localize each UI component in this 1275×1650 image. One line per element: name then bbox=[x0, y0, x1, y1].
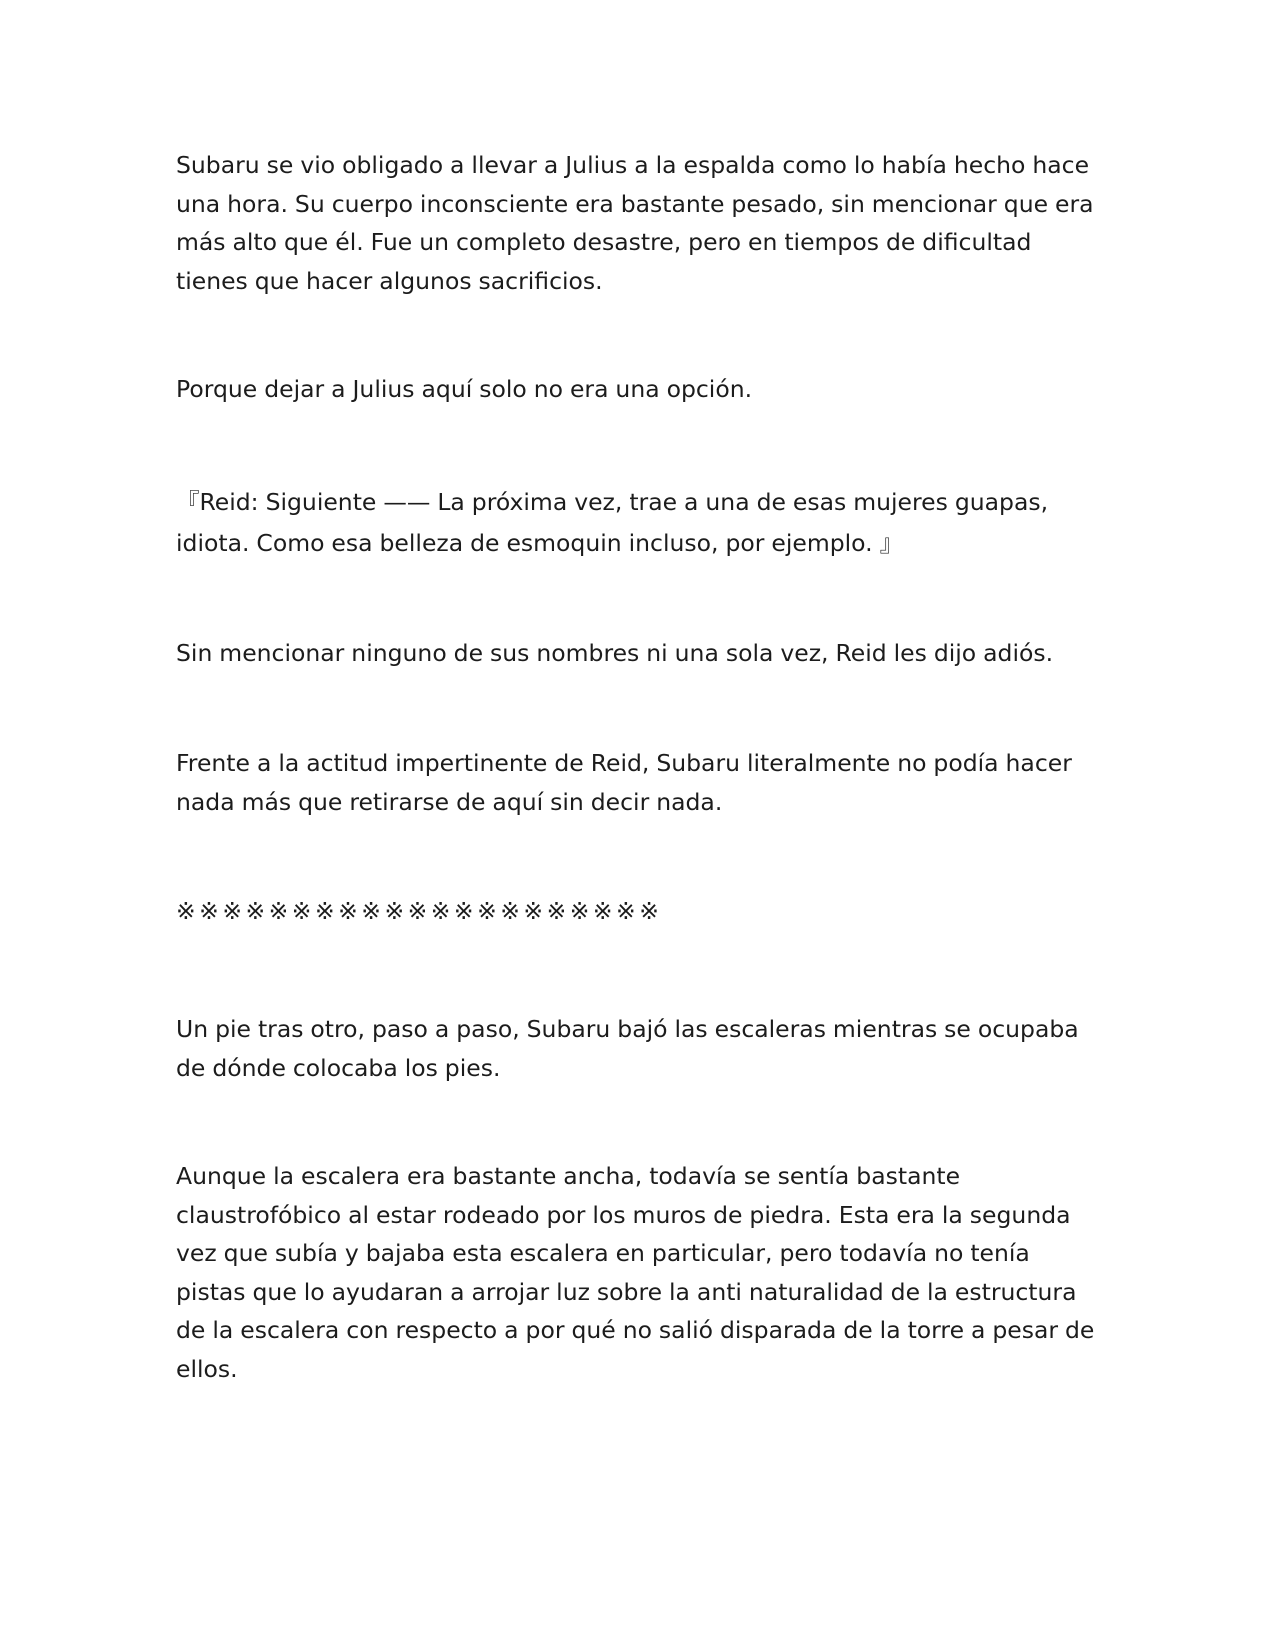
paragraph-1: Subaru se vio obligado a llevar a Julius a la espalda como lo había hecho hace una hora. Su cuerpo inconsciente era bastante pesado, sin mencionar que era más alto que él. Fue un completo desastre, pero en tiempos de dificultad tienes que hacer algunos sacrificios. bbox=[176, 151, 1094, 295]
paragraph-2: Porque dejar a Julius aquí solo no era una opción. bbox=[176, 375, 753, 403]
paragraph-4: Sin mencionar ninguno de sus nombres ni una sola vez, Reid les dijo adiós. bbox=[176, 639, 1054, 667]
paragraph-5: Frente a la actitud impertinente de Reid, Subaru literalmente no podía hacer nada más que retirarse de aquí sin decir nada. bbox=[176, 749, 1072, 816]
scene-break-divider: ※ ※ ※ ※ ※ ※ ※ ※ ※ ※ ※ ※ ※ ※ ※ ※ ※ ※ ※ ※ ※ bbox=[176, 897, 660, 925]
paragraph-7: Un pie tras otro, paso a paso, Subaru bajó las escaleras mientras se ocupaba de dónde colocaba los pies. bbox=[176, 1015, 1079, 1082]
paragraph-8: Aunque la escalera era bastante ancha, todavía se sentía bastante claustrofóbico al estar rodeado por los muros de piedra. Esta era la segunda vez que subía y bajaba esta escalera en particular, pero todavía no tenía pistas que lo ayudaran a arrojar luz sobre la anti naturalidad de la estructura de la escalera con respecto a por qué no salió disparada de la torre a pesar de ellos. bbox=[176, 1162, 1095, 1383]
paragraph-3-dialogue: 『Reid: Siguiente —— La próxima vez, trae a una de esas mujeres guapas, idiota. Como esa belleza de esmoquin incluso, por ejemplo. 』 bbox=[176, 488, 1049, 557]
